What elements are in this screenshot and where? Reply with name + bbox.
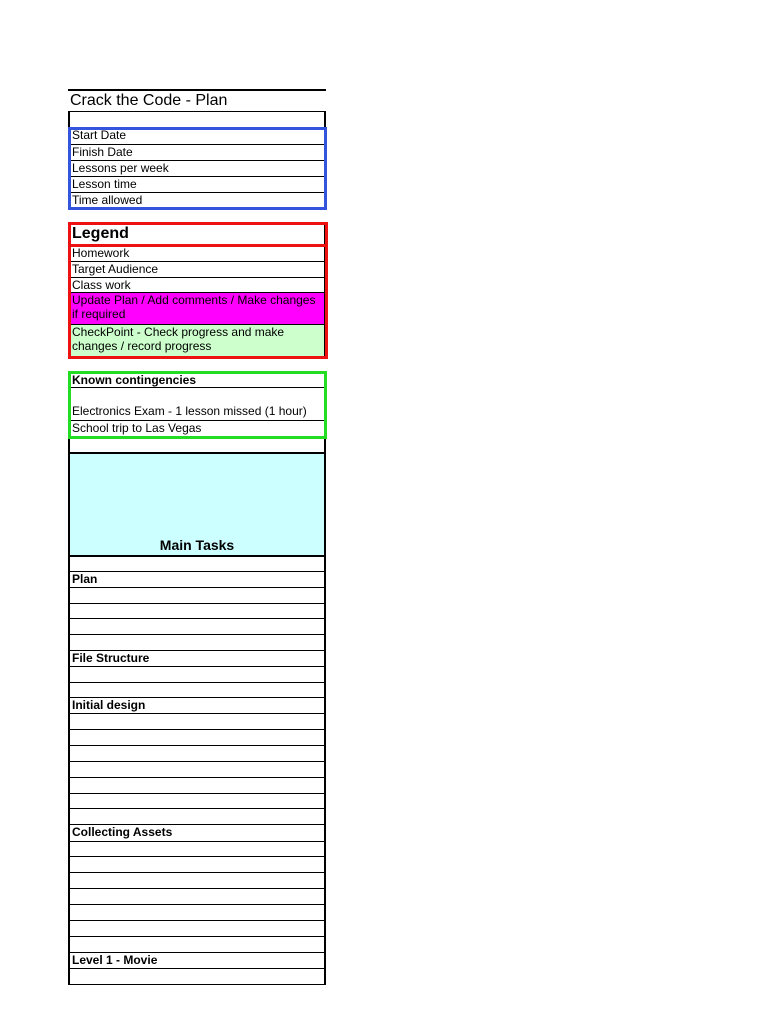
lessons-per-week-label: Lessons per week [68, 161, 326, 177]
task-row[interactable] [68, 794, 326, 809]
contingencies-title: Known contingencies [68, 371, 326, 388]
legend-update-plan: Update Plan / Add comments / Make changes if required [68, 293, 326, 325]
task-row[interactable] [68, 619, 326, 635]
task-row[interactable] [68, 604, 326, 619]
main-tasks-label: Main Tasks [159, 537, 235, 553]
task-row[interactable] [68, 588, 326, 604]
task-row[interactable] [68, 921, 326, 937]
task-row[interactable] [68, 857, 326, 873]
empty-row[interactable] [68, 111, 326, 128]
empty-row[interactable] [68, 439, 326, 453]
task-row[interactable] [68, 667, 326, 683]
task-section-level1: Level 1 - Movie [68, 953, 326, 969]
legend-homework: Homework [68, 246, 326, 262]
task-row[interactable] [68, 714, 326, 730]
lesson-time-label: Lesson time [68, 177, 326, 193]
task-row[interactable] [68, 635, 326, 651]
legend-checkpoint: CheckPoint - Check progress and make changes / record progress [68, 325, 326, 358]
task-row[interactable] [68, 746, 326, 762]
task-row[interactable] [68, 905, 326, 921]
task-row[interactable] [68, 889, 326, 905]
task-row[interactable] [68, 762, 326, 778]
legend-title: Legend [68, 222, 326, 246]
legend-target-audience: Target Audience [68, 262, 326, 278]
task-section-plan: Plan [68, 572, 326, 588]
contingency-item: Electronics Exam - 1 lesson missed (1 hour) [68, 388, 326, 421]
task-row[interactable] [68, 809, 326, 825]
task-row[interactable] [68, 842, 326, 857]
task-row[interactable] [68, 873, 326, 889]
task-row[interactable] [68, 778, 326, 794]
main-tasks-header [68, 453, 326, 557]
time-allowed-label: Time allowed [68, 193, 326, 209]
task-row[interactable] [68, 557, 326, 572]
finish-date-label: Finish Date [68, 145, 326, 161]
task-row[interactable] [68, 683, 326, 698]
contingency-item: School trip to Las Vegas [68, 421, 326, 438]
start-date-label: Start Date [68, 128, 326, 145]
page-title: Crack the Code - Plan [68, 89, 326, 111]
task-section-collecting-assets: Collecting Assets [68, 825, 326, 842]
legend-class-work: Class work [68, 278, 326, 293]
task-row[interactable] [68, 937, 326, 953]
task-row[interactable] [68, 969, 326, 985]
task-section-initial-design: Initial design [68, 698, 326, 714]
task-section-file-structure: File Structure [68, 651, 326, 667]
task-row[interactable] [68, 730, 326, 746]
